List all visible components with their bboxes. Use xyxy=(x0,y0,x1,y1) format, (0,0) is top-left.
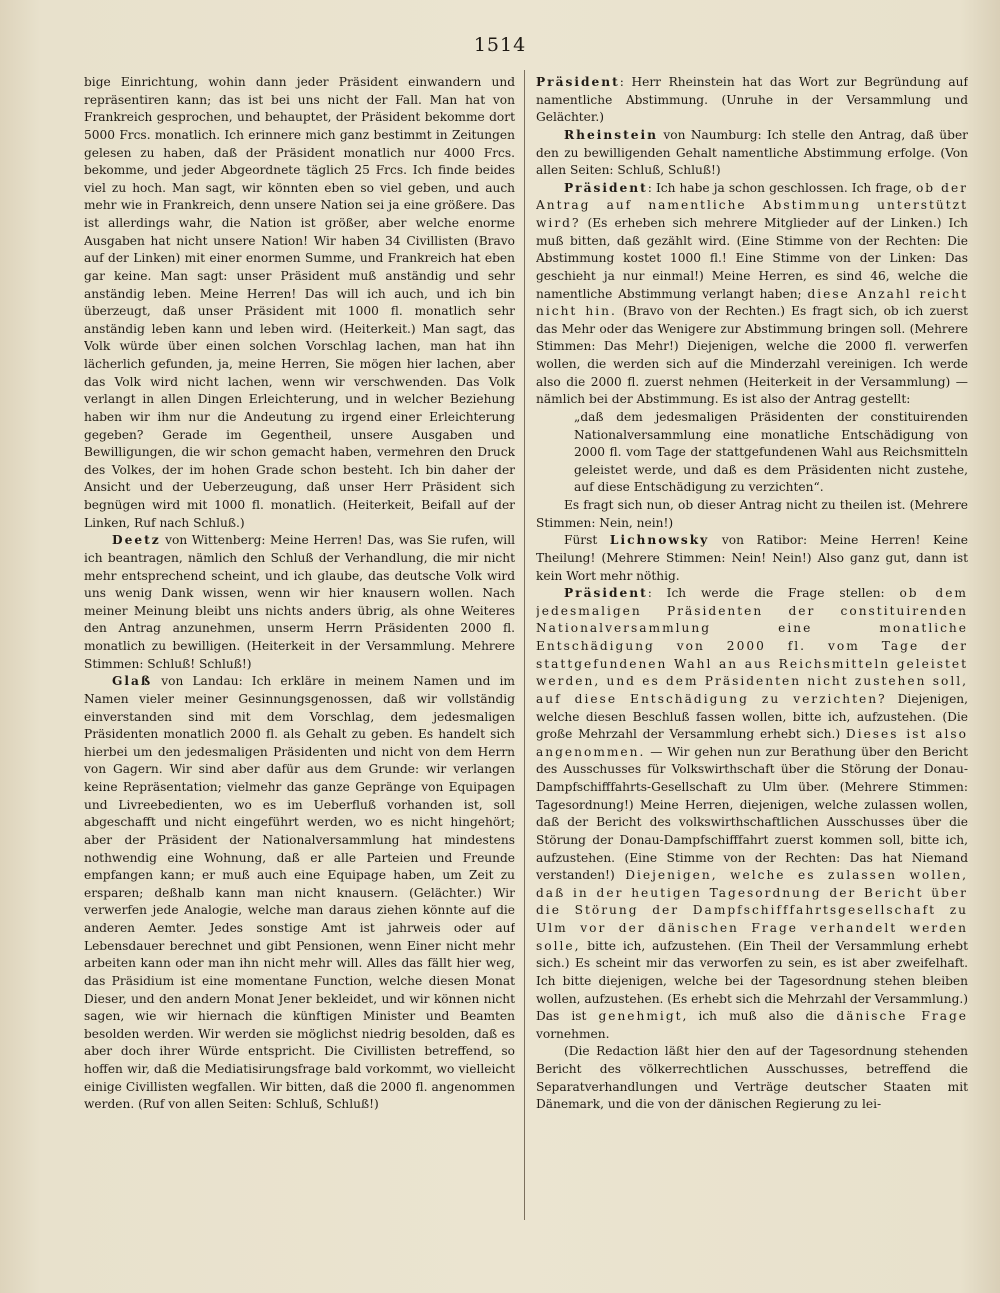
paragraph xyxy=(536,532,968,585)
text-run: diese Anzahl reicht nicht hin. xyxy=(536,286,968,319)
text-run: (Die Redaction läßt hier den auf der Tagesordnung stehenden Bericht des völkerrechtlichen Ausschusses, betreffend die Separatverhandlungen und Verträge deutscher Staaten mit Dänemark, und die von der dänischen Regierung zu lei- xyxy=(536,1044,968,1112)
paragraph xyxy=(536,585,968,1043)
paragraph xyxy=(84,532,515,673)
speaker-name: Präsident xyxy=(564,586,648,601)
text-run: , ich muß also die xyxy=(682,1009,837,1024)
text-run: (Es erheben sich mehrere Mitglieder auf der Linken.) Ich muß bitten, daß gezählt wird. (Eine Stimme von der Rechten: Die Abstimmung kostet 1000 fl.! Eine Stimme von der Linken: Das geschieht ja nur einmal!) Meine Herren, es sind 46, welche die namentliche Abstimmung verlangt haben; xyxy=(536,216,968,301)
speaker-name: Rheinstein xyxy=(564,127,658,142)
text-run: „daß dem jedesmaligen Präsidenten der constituirenden Nationalversammlung eine monatliche Entschädigung von 2000 fl. vom Tage der stattgefundenen Wahl aus Reichsmitteln geleistet werde, und daß es dem Präsidenten nicht zustehe, auf diese Entschädigung zu verzichten“. xyxy=(574,409,968,495)
paragraph xyxy=(536,497,968,532)
text-run: vornehmen. xyxy=(536,1026,610,1041)
text-run: von Naumburg: Ich stelle den Antrag, daß über den zu bewilligenden Gehalt namentliche Abstimmung erfolge. (Von allen Seiten: Schluß, Schluß!) xyxy=(536,127,968,178)
speaker-name: Deetz xyxy=(112,533,161,548)
text-run: : Herr Rheinstein hat das Wort zur Begründung auf namentliche Abstimmung. (Unruhe in der Versammlung und Gelächter.) xyxy=(536,75,968,125)
speaker-name: Lichnowsky xyxy=(609,533,710,548)
text-run: : Ich werde die Frage stellen: xyxy=(647,586,900,601)
text-run: bige Einrichtung, wohin dann jeder Präsident einwandern und repräsentiren kann; das ist bei uns nicht der Fall. Man hat von Frankreich gesprochen, und behauptet, der Präsident bekomme dort 5000 Frcs. monatlich. Ich erinnere mich ganz bestimmt in Zeitungen gelesen zu haben, daß der Präsident monatlich nur 4000 Frcs. bekomme, und jeder Abgeordnete täglich 25 Frcs. Ich finde beides viel zu hoch. Man sagt, wir könnten eben so viel geben, und auch mehr wie in Frankreich, denn unsere Nation sei ja eine größere. Das ist allerdings wahr, die Nation ist größer, aber welche enorme Ausgaben hat nicht unsere Nation! Wir haben 34 Civillisten (Bravo auf der Linken) mit einer enormen Summe, und Frankreich hat eben gar keine. Man sagt: unser Präsident muß anständig und sehr anständig leben. Meine Herren! Das will ich auch, und ich bin überzeugt, daß unser Präsident mit 1000 fl. monatlich sehr anständig leben kann und leben wird. (Heiterkeit.) Man sagt, das Volk würde über einen solchen Vorschlag lachen, man hat ihn lächerlich gefunden, ja, meine Herren, Sie mögen hier lachen, aber das Volk wird nicht lachen, wenn wir verschwenden. Das Volk verlangt in allen Dingen Erleichterung, und in welcher Beziehung haben wir ihm nur die Andeutung zu irgend einer Erleichterung gegeben? Gerade im Gegentheil, unsere Ausgaben und Bewilligungen, die wir schon gemacht haben, vermehren den Druck des Volkes, der im hohen Grade schon besteht. Ich bin daher der Ansicht und der Ueberzeugung, daß unser Herr Präsident sich begnügen wird mit 1000 fl. monatlich. (Heiterkeit, Beifall auf der Linken, Ruf nach Schluß.) xyxy=(84,75,515,530)
text-run: Es fragt sich nun, ob dieser Antrag nicht zu theilen ist. (Mehrere Stimmen: Nein, nein!) xyxy=(536,498,968,530)
text-run: Diejenigen, welche es zulassen wollen, daß in der heutigen Tagesordnung der Bericht über die Störung der Dampfschifffahrtsgesellschaft zu Ulm vor der dänischen Frage verhandelt werden solle, xyxy=(536,868,968,953)
text-run: dänische Frage xyxy=(836,1009,968,1024)
text-run: von Ratibor: Meine Herren! Keine Theilung! (Mehrere Stimmen: Nein! Nein!) Also ganz gut, dann ist kein Wort mehr nöthig. xyxy=(536,533,968,583)
text-run: ob der Antrag auf namentliche Abstimmung unterstützt wird? xyxy=(536,180,968,230)
paragraph xyxy=(536,409,968,497)
left-column xyxy=(84,74,515,1233)
text-run: genehmigt xyxy=(598,1009,683,1024)
text-run: bitte ich, aufzustehen. (Ein Theil der Versammlung erhebt sich.) Es scheint mir das verworfen zu sein, es ist aber zweifelhaft. Ich bitte diejenigen, welche bei der Tagesordnung stehen bleiben wollen, aufzustehen. (Es erhebt sich die Mehrzahl der Versammlung.) Das ist xyxy=(536,938,968,1024)
text-run: von Landau: Ich erkläre in meinem Namen und im Namen vieler meiner Gesinnungsgenossen, daß wir vollständig einverstanden sind mit dem Vorschlag, dem jedesmaligen Präsidenten monatlich 2000 fl. als Gehalt zu geben. Es handelt sich hierbei um den jedesmaligen Präsidenten und nicht von dem Herrn von Gagern. Wir sind aber dafür aus dem Grunde: wir verlangen keine Repräsentation; vielmehr das ganze Gepränge von Equipagen und Livreebedienten, wo es im Ueberfluß vorhanden ist, soll abgeschafft und nicht eingeführt werden, wo es nicht hingehört; aber der Präsident der Nationalversammlung hat mindestens nothwendig eine Wohnung, daß er alle Parteien und Freunde empfangen kann; er muß auch eine Equipage haben, um Zeit zu ersparen; deßhalb kann man nicht knausern. (Gelächter.) Wir verwerfen jede Analogie, welche man daraus ziehen könnte auf die anderen Aemter. Jedes sonstige Amt ist jahrweis oder auf Lebensdauer berechnet und gibt Pensionen, wenn Einer nicht mehr arbeiten kann oder man ihn nicht mehr will. Alles das fällt hier weg, das Präsidium ist eine momentane Function, welche diesen Monat Dieser, und den andern Monat Jener bekleidet, und wir können nicht sagen, wie wir hiernach die künftigen Minister und Beamten besolden werden. Wir werden sie möglichst niedrig besolden, daß es aber doch ihrer Würde entspricht. Die Civillisten betreffend, so hoffen wir, daß die Mediatisirungsfrage bald vorkommt, wo vielleicht einige Civillisten wegfallen. Wir bitten, daß die 2000 fl. angenommen werden. (Ruf von allen Seiten: Schluß, Schluß!) xyxy=(84,674,515,1112)
paragraph xyxy=(536,127,968,180)
text-run: ob dem jedesmaligen Präsidenten der constituirenden Nationalversammlung eine monatliche Entschädigung von 2000 fl. vom Tage der stattgefundenen Wahl an aus Reichsmitteln geleistet werden, und es dem Präsidenten nicht zustehen soll, auf diese Entschädigung zu verzichten? xyxy=(536,586,968,706)
text-run: von Wittenberg: Meine Herren! Das, was Sie rufen, will ich beantragen, nämlich den Schluß der Verhandlung, die mir nicht mehr entsprechend scheint, und ich glaube, das deutsche Volk wird uns wenig Dank wissen, wenn wir hier knausern wollen. Nach meiner Meinung bleibt uns nichts anders übrig, als ohne Weiteres den Antrag anzunehmen, unserm Herrn Präsidenten 2000 fl. monatlich zu bewilligen. (Heiterkeit in der Versammlung. Mehrere Stimmen: Schluß! Schluß!) xyxy=(84,533,515,671)
text-run: Dieses ist also angenommen. xyxy=(536,727,968,759)
paragraph xyxy=(536,180,968,409)
column-divider xyxy=(524,70,525,1220)
paragraph xyxy=(536,74,968,127)
text-run: — Wir gehen nun zur Berathung über den Bericht des Ausschusses für Volkswirthschaft über die Störung der Donau-Dampfschifffahrts-Gesellschaft zu Ulm über. (Mehrere Stimmen: Tagesordnung!) Meine Herren, diejenigen, welche zulassen wollen, daß der Bericht des volkswirthschaftlichen Ausschusses über die Störung der Donau-Dampfschifffahrt zuerst kommen soll, bitte ich, aufzustehen. (Eine Stimme von der Rechten: Das hat Niemand verstanden!) xyxy=(536,744,968,883)
paragraph xyxy=(536,1043,968,1114)
speaker-name: Glaß xyxy=(112,674,153,689)
speaker-name: Präsident xyxy=(536,75,620,89)
text-run: (Bravo von der Rechten.) Es fragt sich, ob ich zuerst das Mehr oder das Wenigere zur Abstimmung bringen soll. (Mehrere Stimmen: Das Mehr!) Diejenigen, welche die 2000 fl. verwerfen wollen, die werden sich auf die Minderzahl vereinigen. Ich werde also die 2000 fl. zuerst nehmen (Heiterkeit in der Versammlung) — nämlich bei der Abstimmung. Es ist also der Antrag gestellt: xyxy=(536,304,968,407)
paragraph xyxy=(84,74,515,532)
paragraph xyxy=(84,673,515,1114)
page-number: 1514 xyxy=(473,34,527,56)
text-run: Fürst xyxy=(564,533,610,548)
speaker-name: Präsident xyxy=(564,180,648,195)
text-run: Diejenigen, welche diesen Beschluß fassen wollen, bitte ich, aufzustehen. (Die große Mehrzahl der Versammlung erhebt sich.) xyxy=(536,691,968,742)
text-run: : Ich habe ja schon geschlossen. Ich frage, xyxy=(647,180,916,195)
right-column xyxy=(536,74,968,1233)
